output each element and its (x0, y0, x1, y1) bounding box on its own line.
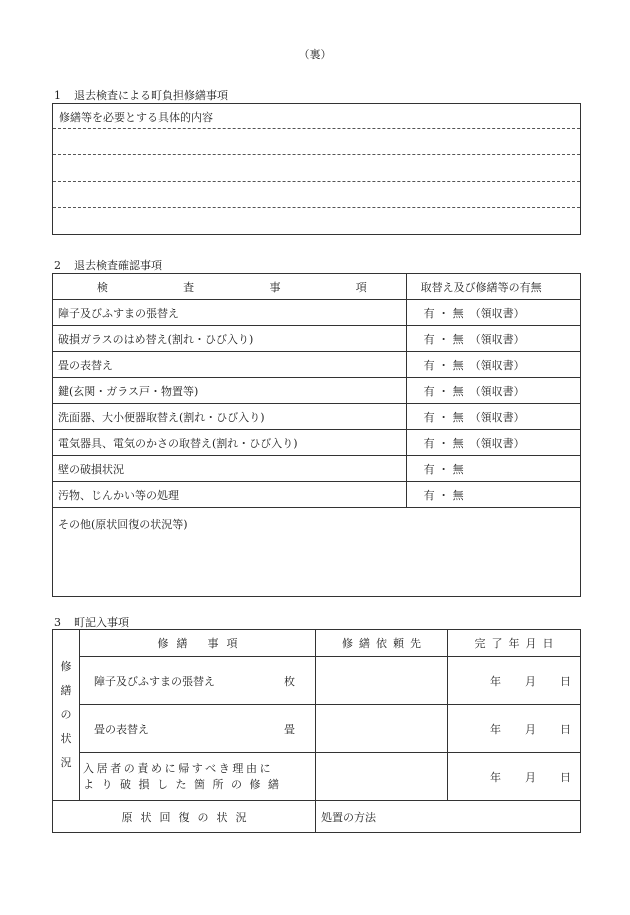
table-row (53, 300, 581, 326)
yes-option[interactable]: 有 (423, 488, 435, 502)
dot: ・ (438, 332, 450, 346)
dot: ・ (438, 488, 450, 502)
repair-item-cell (80, 705, 316, 753)
row-status (406, 352, 580, 378)
table-row (53, 482, 581, 508)
side-label-char: 繕 (60, 684, 72, 697)
header-char: 月 (525, 637, 537, 650)
yes-option[interactable]: 有 (423, 436, 435, 450)
no-option[interactable]: 無 (452, 332, 464, 346)
table-row (53, 404, 581, 430)
header-char: 依 (376, 637, 387, 650)
row-item: 鍵(玄関・ガラス戸・物置等) (53, 378, 407, 404)
no-option[interactable]: 無 (452, 306, 464, 320)
page-title: （裏） (298, 48, 332, 61)
no-option[interactable]: 無 (452, 436, 464, 450)
table-row (53, 326, 581, 352)
month-label: 月 (525, 770, 536, 784)
header-char: 年 (508, 637, 520, 650)
section1-box (52, 103, 581, 235)
requester-cell[interactable] (316, 753, 448, 801)
header-item-char: 検 (96, 280, 108, 294)
section1-number: 1 (54, 89, 61, 102)
date-cell[interactable] (448, 753, 581, 801)
tenant-line: より破損した箇所の修繕 (83, 777, 287, 791)
header-char: 繕 (359, 637, 370, 650)
tenant-line: 入居者の責めに帰すべき理由に (83, 761, 274, 775)
restore-char: 原 (121, 810, 133, 824)
date-cell[interactable] (448, 657, 581, 705)
restore-status-label (53, 801, 316, 833)
receipt-label: （領収書） (469, 410, 525, 424)
section1-heading (54, 87, 228, 103)
dashed-line (53, 128, 580, 129)
section3-number: 3 (54, 616, 61, 629)
month-label: 月 (525, 722, 536, 736)
section2-title: 退去検査確認事項 (74, 259, 162, 272)
tenant-cell (80, 753, 316, 801)
row-item: 汚物、じんかい等の処理 (53, 482, 407, 508)
dashed-line (53, 154, 580, 155)
row-item: 破損ガラスのはめ替え(割れ・ひび入り) (53, 326, 407, 352)
header-char: 修 (342, 637, 353, 650)
header-item-char: 事 (269, 280, 281, 294)
inspection-table (52, 273, 581, 597)
header-item-spaced (97, 279, 367, 295)
dot: ・ (438, 436, 450, 450)
side-label (53, 630, 80, 801)
restore-char: 回 (159, 810, 171, 824)
repair-item-cell (80, 657, 316, 705)
dot: ・ (438, 384, 450, 398)
date-cell[interactable] (448, 705, 581, 753)
header-item-char: 項 (355, 280, 367, 294)
town-table-header (53, 630, 581, 657)
header-char: 修 (157, 637, 169, 650)
row-status (406, 404, 580, 430)
method-label: 処置の方法 (321, 810, 376, 824)
header-requester (316, 630, 448, 657)
section3-heading (54, 614, 129, 630)
year-label: 年 (490, 770, 501, 784)
restore-char: 状 (140, 810, 152, 824)
unit-label: 枚 (284, 674, 295, 688)
yes-option[interactable]: 有 (423, 332, 435, 346)
table-row (53, 456, 581, 482)
yes-option[interactable]: 有 (423, 306, 435, 320)
yes-option[interactable]: 有 (423, 410, 435, 424)
year-label: 年 (490, 722, 501, 736)
restore-char: 状 (216, 810, 228, 824)
receipt-label: （領収書） (469, 384, 525, 398)
row-item: 畳の表替え (53, 352, 407, 378)
section2-number: 2 (54, 259, 61, 272)
table-row (53, 705, 581, 753)
table-row (53, 753, 581, 801)
side-label-char: 状 (60, 732, 72, 745)
day-label: 日 (560, 674, 571, 688)
method-cell[interactable] (316, 801, 581, 833)
header-item (53, 274, 407, 300)
no-option[interactable]: 無 (452, 462, 464, 476)
header-item-char: 査 (183, 280, 195, 294)
header-char: 事 (207, 637, 219, 650)
year-label: 年 (490, 674, 501, 688)
row-item: 障子及びふすまの張替え (53, 300, 407, 326)
dashed-line (53, 181, 580, 182)
repair-item-label: 畳の表替え (94, 722, 149, 736)
dot: ・ (438, 410, 450, 424)
month-label: 月 (525, 674, 536, 688)
receipt-label: （領収書） (469, 306, 525, 320)
row-status (406, 456, 580, 482)
dot: ・ (438, 462, 450, 476)
requester-cell[interactable] (316, 705, 448, 753)
dashed-line (53, 207, 580, 208)
other-row (53, 508, 581, 597)
receipt-label: （領収書） (469, 436, 525, 450)
row-status (406, 300, 580, 326)
row-item: 壁の破損状況 (53, 456, 407, 482)
yes-option[interactable]: 有 (423, 358, 435, 372)
section2-heading (54, 257, 162, 273)
receipt-label: （領収書） (469, 358, 525, 372)
day-label: 日 (560, 770, 571, 784)
side-label-char: 況 (60, 756, 72, 769)
inspection-table-header (53, 274, 581, 300)
row-status (406, 326, 580, 352)
side-label-char: の (60, 708, 72, 721)
header-char: 日 (542, 637, 554, 650)
header-status: 取替え及び修繕等の有無 (406, 274, 580, 300)
row-item: 電気器具、電気のかさの取替え(割れ・ひび入り) (53, 430, 407, 456)
header-repair-item (80, 630, 316, 657)
section3-title: 町記入事項 (74, 616, 129, 629)
restore-char: 復 (178, 810, 190, 824)
row-status (406, 430, 580, 456)
header-char: 頼 (393, 637, 404, 650)
repair-item-label: 障子及びふすまの張替え (94, 674, 215, 688)
other-label[interactable]: その他(原状回復の状況等) (53, 508, 581, 597)
table-row (53, 378, 581, 404)
no-option[interactable]: 無 (452, 384, 464, 398)
restore-char: の (197, 810, 209, 824)
table-row (53, 657, 581, 705)
row-item: 洗面器、大小便器取替え(割れ・ひび入り) (53, 404, 407, 430)
header-char: 項 (226, 637, 238, 650)
no-option[interactable]: 無 (452, 410, 464, 424)
restore-char: 況 (235, 810, 247, 824)
side-label-char: 修 (60, 660, 72, 673)
unit-label: 畳 (284, 722, 295, 736)
header-char: 先 (410, 637, 421, 650)
table-row (53, 430, 581, 456)
no-option[interactable]: 無 (452, 358, 464, 372)
header-char: 完 (474, 637, 486, 650)
header-completion-date (448, 630, 581, 657)
restore-row (53, 801, 581, 833)
section1-box-label: 修繕等を必要とする具体的内容 (59, 111, 213, 124)
dot: ・ (438, 306, 450, 320)
table-row (53, 352, 581, 378)
receipt-label: （領収書） (469, 332, 525, 346)
section1-title: 退去検査による町負担修繕事項 (74, 89, 228, 102)
day-label: 日 (560, 722, 571, 736)
yes-option[interactable]: 有 (423, 462, 435, 476)
header-char: 繕 (176, 637, 188, 650)
town-table (52, 629, 581, 833)
yes-option[interactable]: 有 (423, 384, 435, 398)
row-status (406, 482, 580, 508)
no-option[interactable]: 無 (452, 488, 464, 502)
requester-cell[interactable] (316, 657, 448, 705)
row-status (406, 378, 580, 404)
header-char: 了 (491, 637, 503, 650)
dot: ・ (438, 358, 450, 372)
